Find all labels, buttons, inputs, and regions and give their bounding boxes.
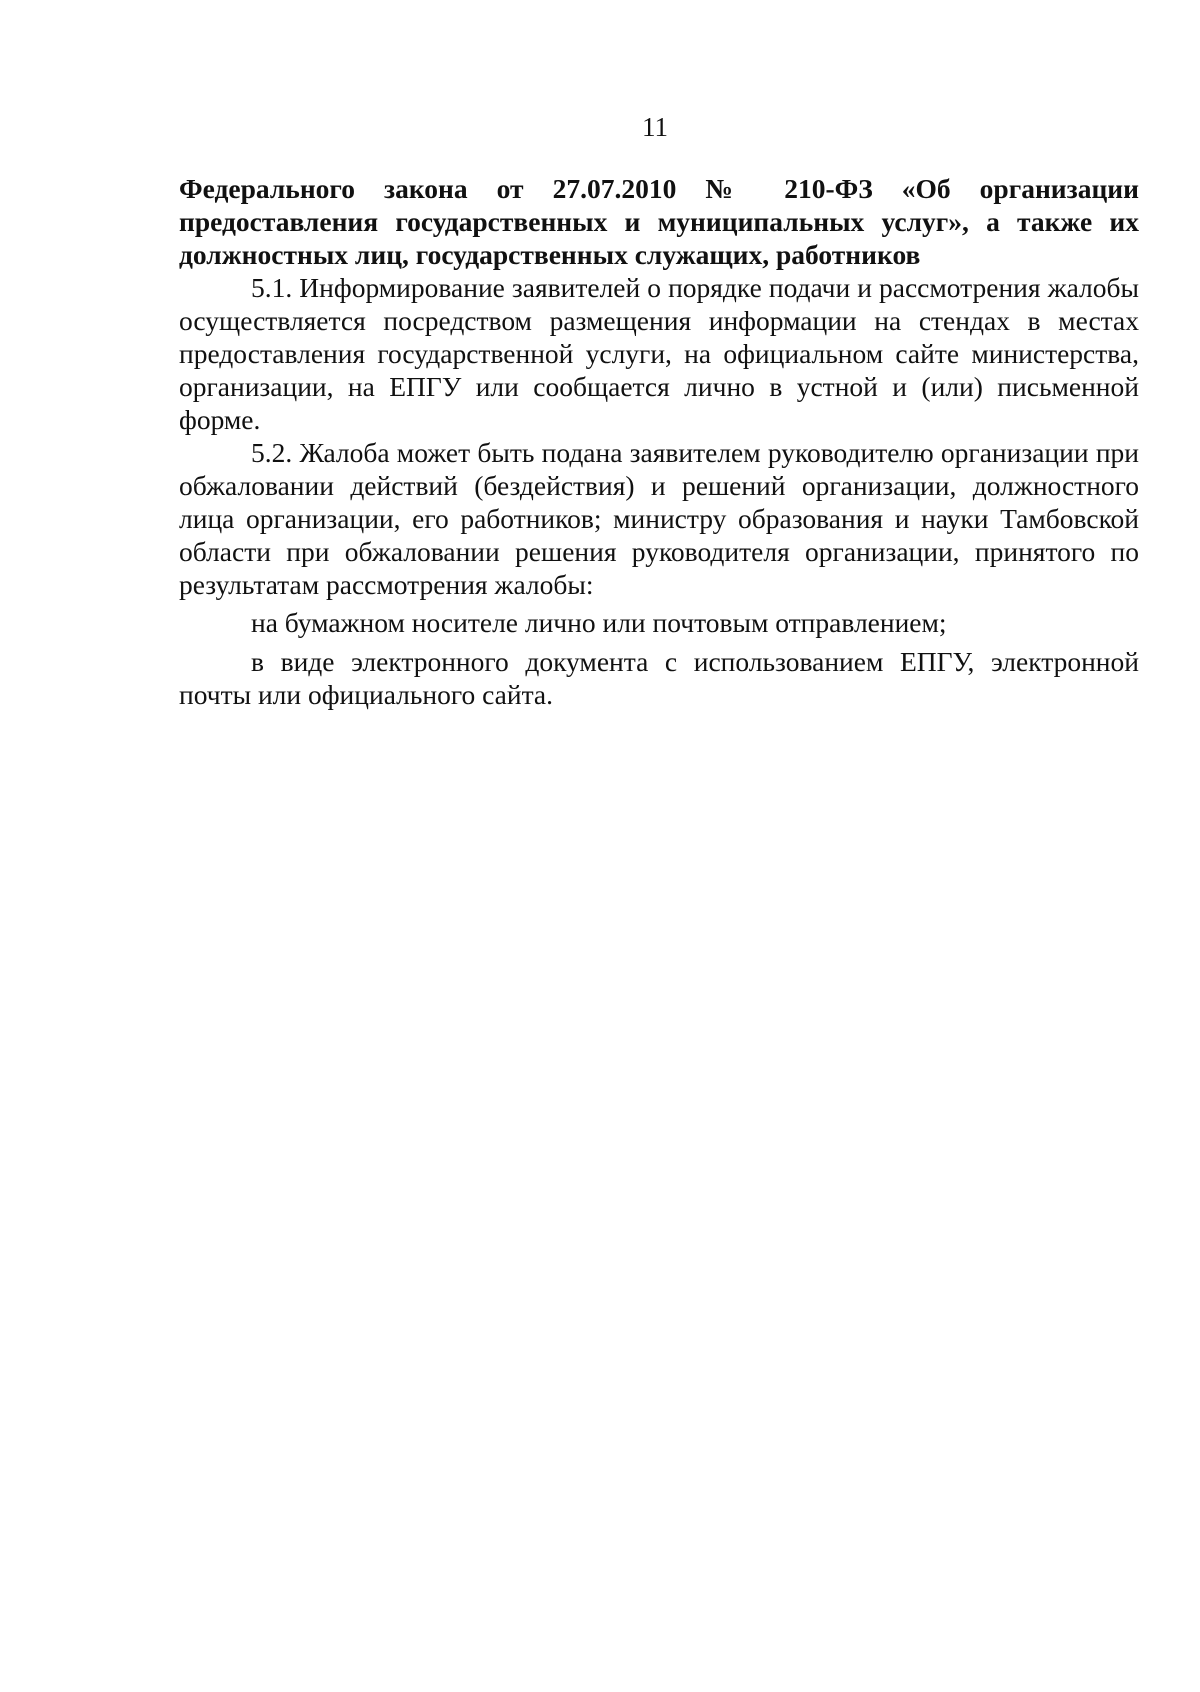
paragraph-5-1: 5.1. Информирование заявителей о порядке подачи и рассмотрения жалобы осуществляется посредством размещения информации на стендах в местах предоставления государственной услуги, на официальном сайте министерства, организации, на ЕПГУ или сообщается лично в устной и (или) письменной форме. (179, 272, 1139, 435)
paragraph-5-2: 5.2. Жалоба может быть подана заявителем руководителю организации при обжаловании действий (бездействия) и решений организации, должностного лица организации, его работников; министру образования и науки Тамбовской области при обжаловании решения руководителя организации, принятого по результатам рассмотрения жалобы: (179, 437, 1139, 600)
document-body (179, 172, 1139, 711)
paragraph-paper-submission: на бумажном носителе лично или почтовым отправлением; (251, 607, 947, 638)
section-heading: Федерального закона от 27.07.2010 № 210-ФЗ «Об организации предоставления государственных и муниципальных услуг», а также их должностных лиц, государственных служащих, работников (179, 173, 1139, 270)
paragraph-electronic-submission: в виде электронного документа с использованием ЕПГУ, электронной почты или официального сайта. (179, 646, 1139, 710)
page-number: 11 (642, 112, 668, 142)
